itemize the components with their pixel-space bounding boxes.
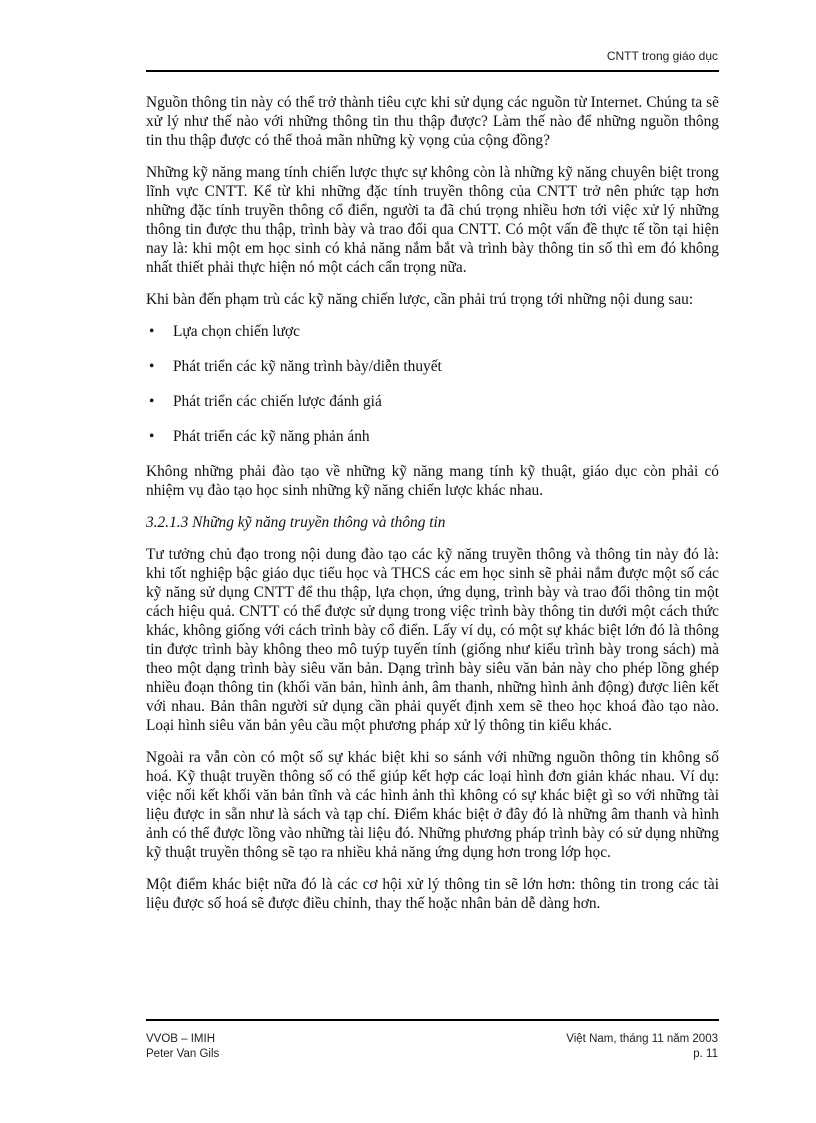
- paragraph: Ngoài ra vẫn còn có một số sự khác biệt khi so sánh với những nguồn thông tin không số hoá. Kỹ thuật truyền thông số có thể giúp kết hợp các loại hình đơn giản khác nhau. Ví dụ: việc nối kết khối văn bản tĩnh và các hình ảnh thì không có sự khác biệt gì so với những tài liệu được in sẵn như là sách và tạp chí. Điểm khác biệt ở đây đó là những âm thanh và hình ảnh có thể được lồng vào những tài liệu đó. Những phương pháp trình bày có sử dụng những kỹ thuật truyền thông sẽ tạo ra nhiều khả năng ứng dụng hơn trong lớp học.: [146, 749, 719, 861]
- list-item-text: Phát triển các kỹ năng trình bày/diễn thuyết: [173, 358, 442, 375]
- bullet-icon: •: [149, 358, 155, 375]
- paragraph: Những kỹ năng mang tính chiến lược thực sự không còn là những kỹ năng chuyên biệt trong lĩnh vực CNTT. Kể từ khi những đặc tính truyền thông của CNTT trở nên phức tạp hơn những đặc tính truyền thông cổ điển, người ta đã chú trọng nhiều hơn tới việc xử lý những thông tin được thu thập, trình bày và trao đổi qua CNTT. Có một vấn đề thực tế tồn tại hiện nay là: khi một em học sinh có khả năng nắm bắt và trình bày thông tin số thì em đó không nhất thiết phải thực hiện nó một cách cẩn trọng nữa.: [146, 164, 719, 276]
- section-heading: 3.2.1.3 Những kỹ năng truyền thông và thông tin: [146, 514, 446, 531]
- footer-rule: [146, 1019, 719, 1021]
- list-item-text: Phát triển các chiến lược đánh giá: [173, 393, 382, 410]
- page-number: p. 11: [693, 1048, 718, 1060]
- footer-date: Việt Nam, tháng 11 năm 2003: [566, 1033, 718, 1045]
- list-item-text: Lựa chọn chiến lược: [173, 323, 300, 340]
- header-rule: [146, 70, 719, 72]
- paragraph: Tư tưởng chủ đạo trong nội dung đào tạo các kỹ năng truyền thông và thông tin này đó là: khi tốt nghiệp bậc giáo dục tiểu học và THCS các em học sinh sẽ phải nắm được một số các kỹ năng sử dụng CNTT để thu thập, lựa chọn, ứng dụng, trình bày và trao đổi thông tin một cách hiệu quả. CNTT có thể được sử dụng trong việc trình bày thông tin dưới một cách thức khác, không giống với cách trình bày cổ điển. Lấy ví dụ, có một sự khác biệt lớn đó là thông tin được trình bày không theo mô tuýp tuyến tính (giống như kiểu trình bày trong sách) mà theo một dạng trình bày siêu văn bản. Dạng trình bày siêu văn bản này cho phép lồng ghép nhiều đoạn thông tin (khối văn bản, hình ảnh, âm thanh, những hình ảnh động) được liên kết với nhau. Bản thân người sử dụng cần phải quyết định xem sẽ theo học khoá đào tạo nào. Loại hình siêu văn bản yêu cầu một phương pháp xử lý thông tin kiểu khác.: [146, 546, 719, 734]
- list-item-text: Phát triển các kỹ năng phản ánh: [173, 428, 370, 445]
- paragraph: Không những phải đào tạo về những kỹ năng mang tính kỹ thuật, giáo dục còn phải có nhiệm vụ đào tạo học sinh những kỹ năng chiến lược khác nhau.: [146, 463, 719, 499]
- footer-author: Peter Van Gils: [146, 1048, 220, 1060]
- footer-left: [146, 1032, 219, 1062]
- bullet-icon: •: [149, 323, 155, 340]
- paragraph: Nguồn thông tin này có thể trở thành tiêu cực khi sử dụng các nguồn từ Internet. Chúng ta sẽ xử lý như thế nào với những thông tin thu thập được? Làm thế nào để những nguồn thông tin thu thập được có thể thoả mãn những kỳ vọng của cộng đồng?: [146, 94, 719, 149]
- list-item: [146, 427, 719, 446]
- strategy-skill-list: [146, 322, 719, 446]
- bullet-icon: •: [149, 428, 155, 445]
- list-item: [146, 357, 719, 376]
- footer-org: VVOB – IMIH: [146, 1033, 216, 1045]
- list-item: [146, 322, 719, 341]
- body-text: [146, 93, 719, 926]
- bullet-icon: •: [149, 393, 155, 410]
- paragraph: Khi bàn đến phạm trù các kỹ năng chiến lược, cần phải trú trọng tới những nội dung sau:: [146, 291, 694, 308]
- running-header: CNTT trong giáo dục: [606, 49, 718, 63]
- paragraph: Một điểm khác biệt nữa đó là các cơ hội xử lý thông tin sẽ lớn hơn: thông tin trong các tài liệu được số hoá sẽ được điều chỉnh, thay thế hoặc nhân bản dễ dàng hơn.: [146, 876, 719, 912]
- list-item: [146, 392, 719, 411]
- footer-right: [566, 1032, 718, 1062]
